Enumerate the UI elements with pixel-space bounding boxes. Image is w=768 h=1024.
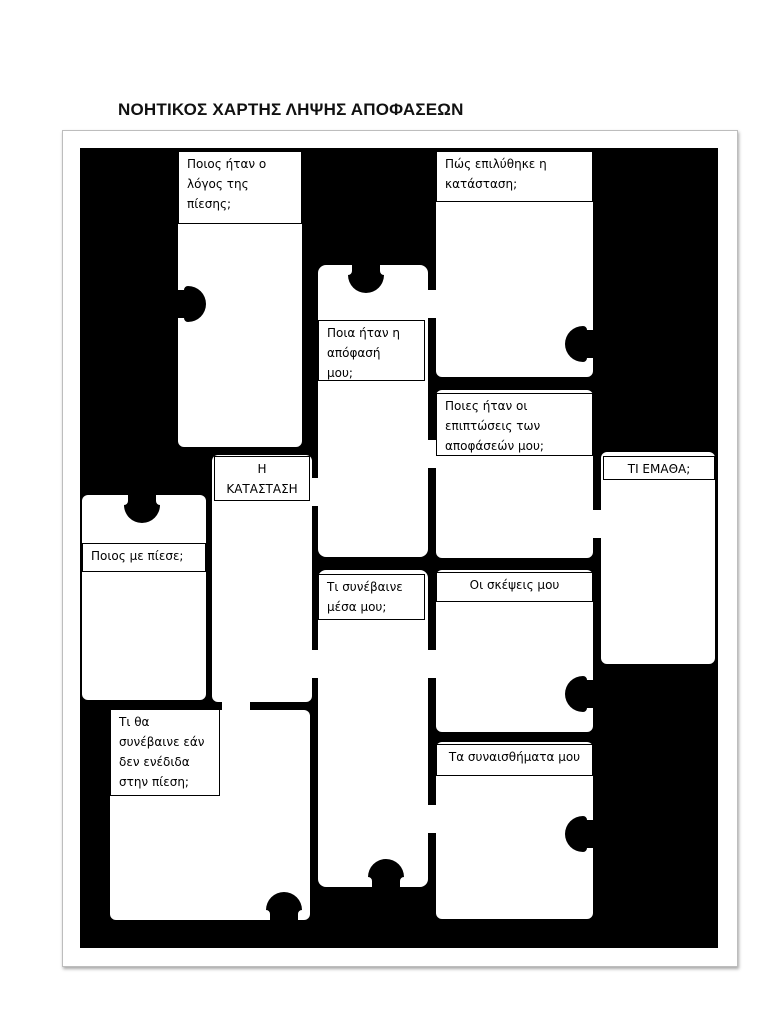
puzzle-tab [312,474,350,510]
puzzle-tab [312,646,350,682]
box-who-pressured-me: Ποιος με πίεσε; [82,543,206,572]
box-consequences: Ποιες ήταν οι επιπτώσεις των αποφάσεών μου; [436,393,593,456]
page-title: ΝΟΗΤΙΚΟΣ ΧΑΡΤΗΣ ΛΗΨΗΣ ΑΠΟΦΑΣΕΩΝ [118,100,464,119]
box-my-feelings: Τα συναισθήματα μου [436,744,593,776]
box-my-decision: Ποια ήταν η απόφασή μου; [318,320,425,381]
box-how-resolved: Πώς επιλύθηκε η κατάσταση; [436,151,593,202]
box-what-happened-inside-me: Τι συνέβαινε μέσα μου; [318,574,425,620]
box-if-i-had-not-given-in: Τι θα συνέβαινε εάν δεν ενέδιδα στην πίεση; [110,709,220,796]
box-reason-of-pressure: Ποιος ήταν ο λόγος της πίεσης; [178,151,302,224]
box-my-thoughts: Οι σκέψεις μου [436,572,593,602]
puzzle-piece-learned [601,452,715,664]
box-the-situation: Η ΚΑΤΑΣΤΑΣΗ [214,456,310,501]
box-what-i-learned: ΤΙ ΕΜΑΘΑ; [603,456,715,480]
puzzle-piece-decision [318,265,428,557]
